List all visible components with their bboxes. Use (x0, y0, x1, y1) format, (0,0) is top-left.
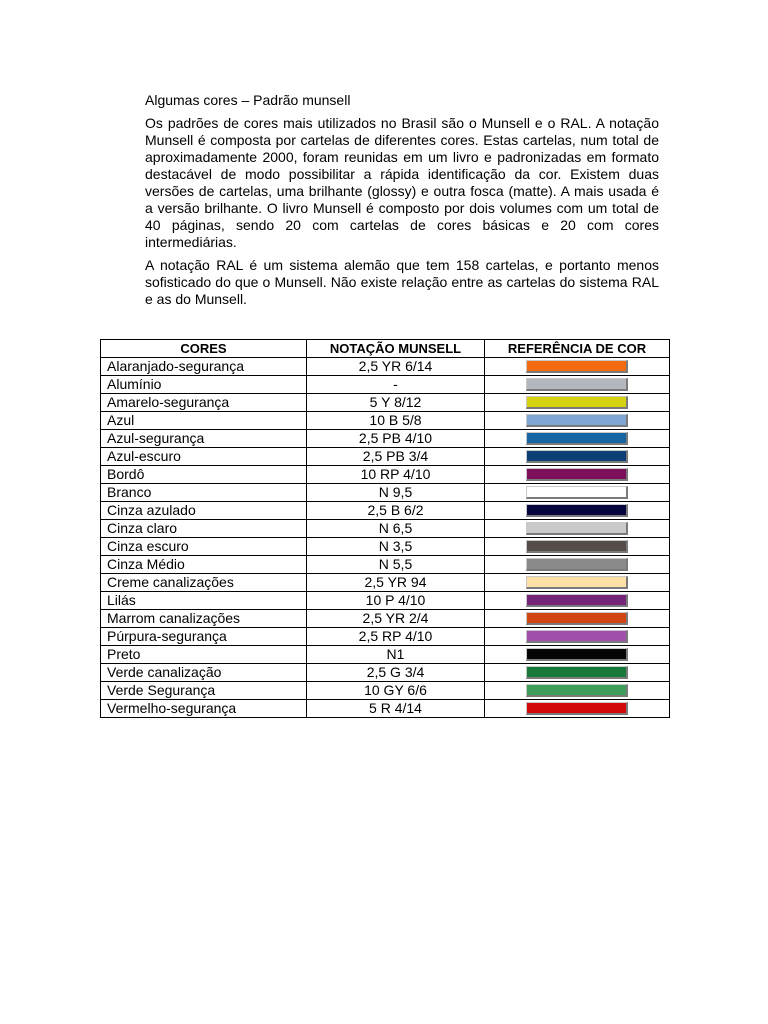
color-name-cell: Azul (101, 412, 307, 430)
table-row (101, 664, 670, 682)
color-reference-cell (485, 664, 670, 682)
munsell-notation-cell: 10 RP 4/10 (307, 466, 485, 484)
munsell-notation-cell: - (307, 376, 485, 394)
color-name-cell: Azul-escuro (101, 448, 307, 466)
munsell-notation-cell: N1 (307, 646, 485, 664)
table-header-row (101, 340, 670, 358)
table-row (101, 358, 670, 376)
table-row (101, 466, 670, 484)
color-name-cell: Vermelho-segurança (101, 700, 307, 718)
color-swatch (526, 702, 628, 715)
color-swatch (526, 360, 628, 373)
color-reference-cell (485, 430, 670, 448)
munsell-notation-cell: 10 GY 6/6 (307, 682, 485, 700)
table-row (101, 484, 670, 502)
color-swatch (526, 450, 628, 463)
munsell-notation-cell: N 3,5 (307, 538, 485, 556)
munsell-notation-cell: 2,5 B 6/2 (307, 502, 485, 520)
munsell-notation-cell: 10 B 5/8 (307, 412, 485, 430)
color-name-cell: Azul-segurança (101, 430, 307, 448)
table-row (101, 412, 670, 430)
color-name-cell: Lilás (101, 592, 307, 610)
table-row (101, 646, 670, 664)
color-reference-cell (485, 538, 670, 556)
munsell-notation-cell: 2,5 PB 3/4 (307, 448, 485, 466)
color-swatch (526, 432, 628, 445)
table-row (101, 574, 670, 592)
table-row (101, 610, 670, 628)
color-reference-cell (485, 358, 670, 376)
color-swatch (526, 504, 628, 517)
munsell-notation-cell: N 6,5 (307, 520, 485, 538)
color-swatch (526, 648, 628, 661)
color-reference-cell (485, 520, 670, 538)
header-notacao-munsell: NOTAÇÃO MUNSELL (307, 340, 485, 358)
color-name-cell: Verde Segurança (101, 682, 307, 700)
munsell-notation-cell: 2,5 YR 2/4 (307, 610, 485, 628)
color-table-container (100, 339, 669, 718)
munsell-notation-cell: 5 Y 8/12 (307, 394, 485, 412)
color-reference-cell (485, 646, 670, 664)
munsell-notation-cell: N 5,5 (307, 556, 485, 574)
color-name-cell: Bordô (101, 466, 307, 484)
table-row (101, 448, 670, 466)
color-reference-cell (485, 700, 670, 718)
table-body (101, 358, 670, 718)
color-swatch (526, 612, 628, 625)
color-swatch (526, 558, 628, 571)
color-swatch (526, 540, 628, 553)
header-cores: CORES (101, 340, 307, 358)
color-reference-cell (485, 412, 670, 430)
color-reference-cell (485, 466, 670, 484)
color-name-cell: Cinza azulado (101, 502, 307, 520)
color-reference-cell (485, 574, 670, 592)
table-row (101, 592, 670, 610)
table-row (101, 682, 670, 700)
color-reference-cell (485, 376, 670, 394)
table-row (101, 520, 670, 538)
intro-text-block (145, 92, 659, 314)
color-swatch (526, 414, 628, 427)
color-swatch (526, 486, 628, 499)
table-row (101, 628, 670, 646)
munsell-notation-cell: 2,5 RP 4/10 (307, 628, 485, 646)
color-swatch (526, 468, 628, 481)
paragraph-ral: A notação RAL é um sistema alemão que tem 158 cartelas, e portanto menos sofisticado do que o Munsell. Não existe relação entre as cartelas do sistema RAL e as do Munsell. (145, 257, 659, 307)
color-name-cell: Púrpura-segurança (101, 628, 307, 646)
munsell-notation-cell: 2,5 PB 4/10 (307, 430, 485, 448)
color-swatch (526, 378, 628, 391)
color-reference-cell (485, 592, 670, 610)
color-swatch (526, 684, 628, 697)
color-name-cell: Cinza escuro (101, 538, 307, 556)
color-name-cell: Cinza Médio (101, 556, 307, 574)
munsell-notation-cell: 10 P 4/10 (307, 592, 485, 610)
table-row (101, 376, 670, 394)
color-reference-cell (485, 556, 670, 574)
document-title: Algumas cores – Padrão munsell (145, 92, 351, 108)
color-name-cell: Preto (101, 646, 307, 664)
color-swatch (526, 522, 628, 535)
table-row (101, 394, 670, 412)
paragraph-munsell: Os padrões de cores mais utilizados no Brasil são o Munsell e o RAL. A notação Munsell é composta por cartelas de diferentes cores. Estas cartelas, num total de aproximadamente 2000, foram reunidas em um livro e padronizadas em formato destacável de modo possibilitar a rápida identificação da cor. Existem duas versões de cartelas, uma brilhante (glossy) e outra fosca (matte). A mais usada é a versão brilhante. O livro Munsell é composto por dois volumes com um total de 40 páginas, sendo 20 com cartelas de cores básicas e 20 com cores intermediárias. (145, 115, 659, 250)
table-row (101, 502, 670, 520)
munsell-notation-cell: 2,5 G 3/4 (307, 664, 485, 682)
color-reference-cell (485, 448, 670, 466)
color-swatch (526, 576, 628, 589)
munsell-notation-cell: 2,5 YR 94 (307, 574, 485, 592)
table-row (101, 700, 670, 718)
color-swatch (526, 630, 628, 643)
color-name-cell: Amarelo-segurança (101, 394, 307, 412)
munsell-notation-cell: 5 R 4/14 (307, 700, 485, 718)
color-name-cell: Verde canalização (101, 664, 307, 682)
color-reference-cell (485, 502, 670, 520)
color-reference-cell (485, 610, 670, 628)
color-table (100, 339, 670, 718)
color-swatch (526, 594, 628, 607)
color-swatch (526, 666, 628, 679)
color-name-cell: Branco (101, 484, 307, 502)
table-row (101, 430, 670, 448)
table-row (101, 538, 670, 556)
munsell-notation-cell: N 9,5 (307, 484, 485, 502)
color-name-cell: Alaranjado-segurança (101, 358, 307, 376)
color-reference-cell (485, 484, 670, 502)
header-referencia-de-cor: REFERÊNCIA DE COR (485, 340, 670, 358)
table-row (101, 556, 670, 574)
color-name-cell: Creme canalizações (101, 574, 307, 592)
color-swatch (526, 396, 628, 409)
color-name-cell: Alumínio (101, 376, 307, 394)
color-reference-cell (485, 628, 670, 646)
color-reference-cell (485, 682, 670, 700)
color-name-cell: Cinza claro (101, 520, 307, 538)
munsell-notation-cell: 2,5 YR 6/14 (307, 358, 485, 376)
color-reference-cell (485, 394, 670, 412)
color-name-cell: Marrom canalizações (101, 610, 307, 628)
